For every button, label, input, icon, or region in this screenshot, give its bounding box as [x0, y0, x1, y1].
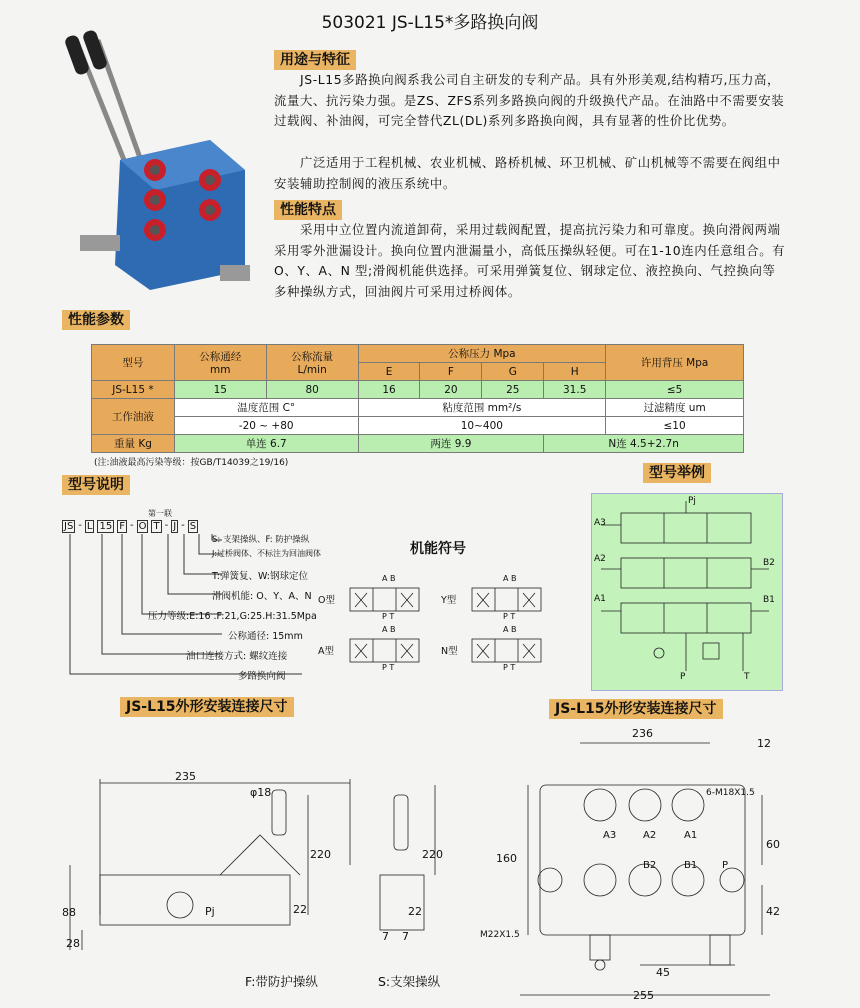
th-pressure: 公称压力 Mpa: [358, 345, 606, 363]
symbol-a-label: A型: [318, 646, 334, 657]
dim-45: 45: [656, 966, 670, 979]
dim-m18: 6-M18X1.5: [706, 788, 755, 798]
cell-flow: 80: [266, 381, 358, 399]
dim-255: 255: [633, 989, 654, 1002]
code-s: S: [189, 521, 197, 532]
usage-heading: 用途与特征: [274, 50, 356, 70]
dim-m22: M22X1.5: [480, 930, 520, 940]
code-desc-1: J:过桥阀体、不标注为回油阀体: [212, 549, 322, 558]
cell-back: ≤5: [606, 381, 744, 399]
caption-f: F:带防护操纵: [245, 974, 318, 989]
function-symbols-drawing: [345, 585, 565, 665]
port-pj: Pj: [688, 496, 696, 506]
symbol-o-label: O型: [318, 595, 335, 606]
dim-left-heading: JS-L15外形安装连接尺寸: [120, 697, 294, 717]
th-model: 型号: [92, 345, 175, 381]
code-desc-7: 多路换向阀: [238, 671, 286, 682]
code-l: L: [86, 521, 93, 532]
dim-7a: 7: [382, 930, 389, 943]
dim-22-side: 22: [408, 905, 422, 918]
oil-note: (注:油液最高污染等级：按GB/T14039之19/16): [94, 458, 289, 468]
symbol-n-ab: A B: [503, 625, 517, 634]
model-example-circuit: [591, 493, 781, 689]
model-code-row: JS - L 15 F - O T - J - S: [64, 520, 197, 532]
cell-weight-n: N连 4.5+2.7n: [544, 435, 744, 453]
symbol-a-pt: P T: [382, 663, 395, 672]
cell-visc-head: 粘度范围 mm²/s: [358, 399, 606, 417]
dim-42: 42: [766, 905, 780, 918]
port-a1: A1: [594, 594, 606, 604]
port-b2: B2: [763, 558, 775, 568]
symbol-y-label: Y型: [441, 595, 457, 606]
valve-label-a2: A2: [643, 830, 657, 841]
features-heading: 性能特点: [274, 200, 342, 220]
caption-s: S:支架操纵: [378, 974, 441, 989]
model-desc-heading: 型号说明: [62, 475, 130, 495]
port-p: P: [680, 672, 686, 682]
cell-p-g: 25: [482, 381, 544, 399]
dim-160: 160: [496, 852, 517, 865]
dim-220-side: 220: [422, 848, 443, 861]
symbol-y-pt: P T: [503, 612, 516, 621]
symbol-n-label: N型: [441, 646, 458, 657]
params-heading: 性能参数: [62, 310, 130, 330]
cell-filter: ≤10: [606, 417, 744, 435]
code-f: F: [119, 521, 125, 532]
dim-60: 60: [766, 838, 780, 851]
function-symbol-heading: 机能符号: [410, 541, 466, 557]
valve-label-a1: A1: [684, 830, 698, 841]
model-example-heading: 型号举例: [643, 463, 711, 483]
port-t: T: [744, 672, 750, 682]
cell-weight-single: 单连 6.7: [174, 435, 358, 453]
symbol-o-pt: P T: [382, 612, 395, 621]
code-desc-0: S: 支架操纵、F: 防护操纵: [212, 535, 310, 545]
dim-28: 28: [66, 937, 80, 950]
th-grade-f: F: [420, 363, 482, 381]
cell-temp-head: 温度范围 C°: [174, 399, 358, 417]
dim-right-heading: JS-L15外形安装连接尺寸: [549, 699, 723, 719]
dim-236: 236: [632, 727, 653, 740]
cell-p-h: 31.5: [544, 381, 606, 399]
dim-88: 88: [62, 906, 76, 919]
dim-235: 235: [175, 770, 196, 783]
th-back-pressure: 许用背压 Mpa: [606, 345, 744, 381]
code-j: J: [173, 521, 177, 532]
dim-phi18: φ18: [250, 786, 272, 799]
th-grade-h: H: [544, 363, 606, 381]
usage-paragraph-1: JS-L15多路换向阀系我公司自主研发的专利产品。具有外形美观,结构精巧,压力高，流量大、抗污染力强。是ZS、ZFS系列多路换向阀的升级换代产品。在油路中不需要安装过载阀、补油阀，可完全替代ZL(DL)系列多路换向阀，具有显著的性价比优势。: [274, 72, 785, 128]
valve-label-b1: B1: [684, 860, 698, 871]
features-paragraph: 采用中立位置内流道卸荷，采用过载阀配置，提高抗污染力和可靠度。换向滑阀两端采用零外泄漏设计。换向位置内泄漏量小，高低压操纵轻便。可在1-10连内任意组合。有O、Y、A、N 型;滑阀机能供选择。可采用弹簧复位、钢球定位、液控换向、气控换向等多种操纵方式，回油阀片可采用过桥阀体。: [274, 222, 786, 299]
cell-temp: -20 ~ +80: [174, 417, 358, 435]
port-b1: B1: [763, 595, 775, 605]
code-desc-4: 压力等级:E:16 .F:21,G:25.H:31.5Mpa: [148, 611, 317, 622]
first-unit-label: 第一联: [148, 509, 172, 518]
code-desc-5: 公称通径: 15mm: [228, 631, 303, 642]
cell-diameter: 15: [174, 381, 266, 399]
valve-label-p: P: [722, 860, 729, 871]
valve-label-a3: A3: [603, 830, 617, 841]
th-flow: 公称流量 L/min: [266, 345, 358, 381]
spec-table: [91, 344, 744, 453]
code-t: T: [153, 521, 160, 532]
code-15: 15: [99, 521, 113, 532]
page-title: 503021 JS-L15*多路换向阀: [321, 13, 539, 33]
code-o: O: [138, 521, 147, 532]
dim-7b: 7: [402, 930, 409, 943]
code-js: JS: [64, 521, 74, 532]
symbol-n-pt: P T: [503, 663, 516, 672]
label-pj: Pj: [205, 905, 215, 918]
code-desc-6: 油口连接方式: 螺纹连接: [186, 651, 288, 662]
valve-label-b2: B2: [643, 860, 657, 871]
usage-paragraph-2: 广泛适用于工程机械、农业机械、路桥机械、环卫机械、矿山机械等不需要在阀组中安装辅助控制阀的液压系统中。: [274, 155, 781, 191]
cell-oil-label: 工作油液: [92, 399, 175, 435]
symbol-y-ab: A B: [503, 574, 517, 583]
valve-product-photo: [60, 30, 270, 302]
symbol-a-ab: A B: [382, 625, 396, 634]
code-desc-3: 滑阀机能: O、Y、A、N: [212, 591, 312, 602]
dim-220: 220: [310, 848, 331, 861]
th-grade-e: E: [358, 363, 420, 381]
th-grade-g: G: [482, 363, 544, 381]
symbol-o-ab: A B: [382, 574, 396, 583]
th-diameter: 公称通经 mm: [174, 345, 266, 381]
cell-visc: 10~400: [358, 417, 606, 435]
port-a2: A2: [594, 554, 606, 564]
cell-model: JS-L15 *: [92, 381, 175, 399]
dim-22-left: 22: [293, 903, 307, 916]
cell-p-f: 20: [420, 381, 482, 399]
cell-p-e: 16: [358, 381, 420, 399]
cell-weight-double: 两连 9.9: [358, 435, 544, 453]
port-a3: A3: [594, 518, 606, 528]
cell-filter-head: 过滤精度 um: [606, 399, 744, 417]
dim-12: 12: [757, 737, 771, 750]
code-desc-2: T:弹簧复、W:钢球定位: [212, 571, 308, 582]
cell-weight-label: 重量 Kg: [92, 435, 175, 453]
